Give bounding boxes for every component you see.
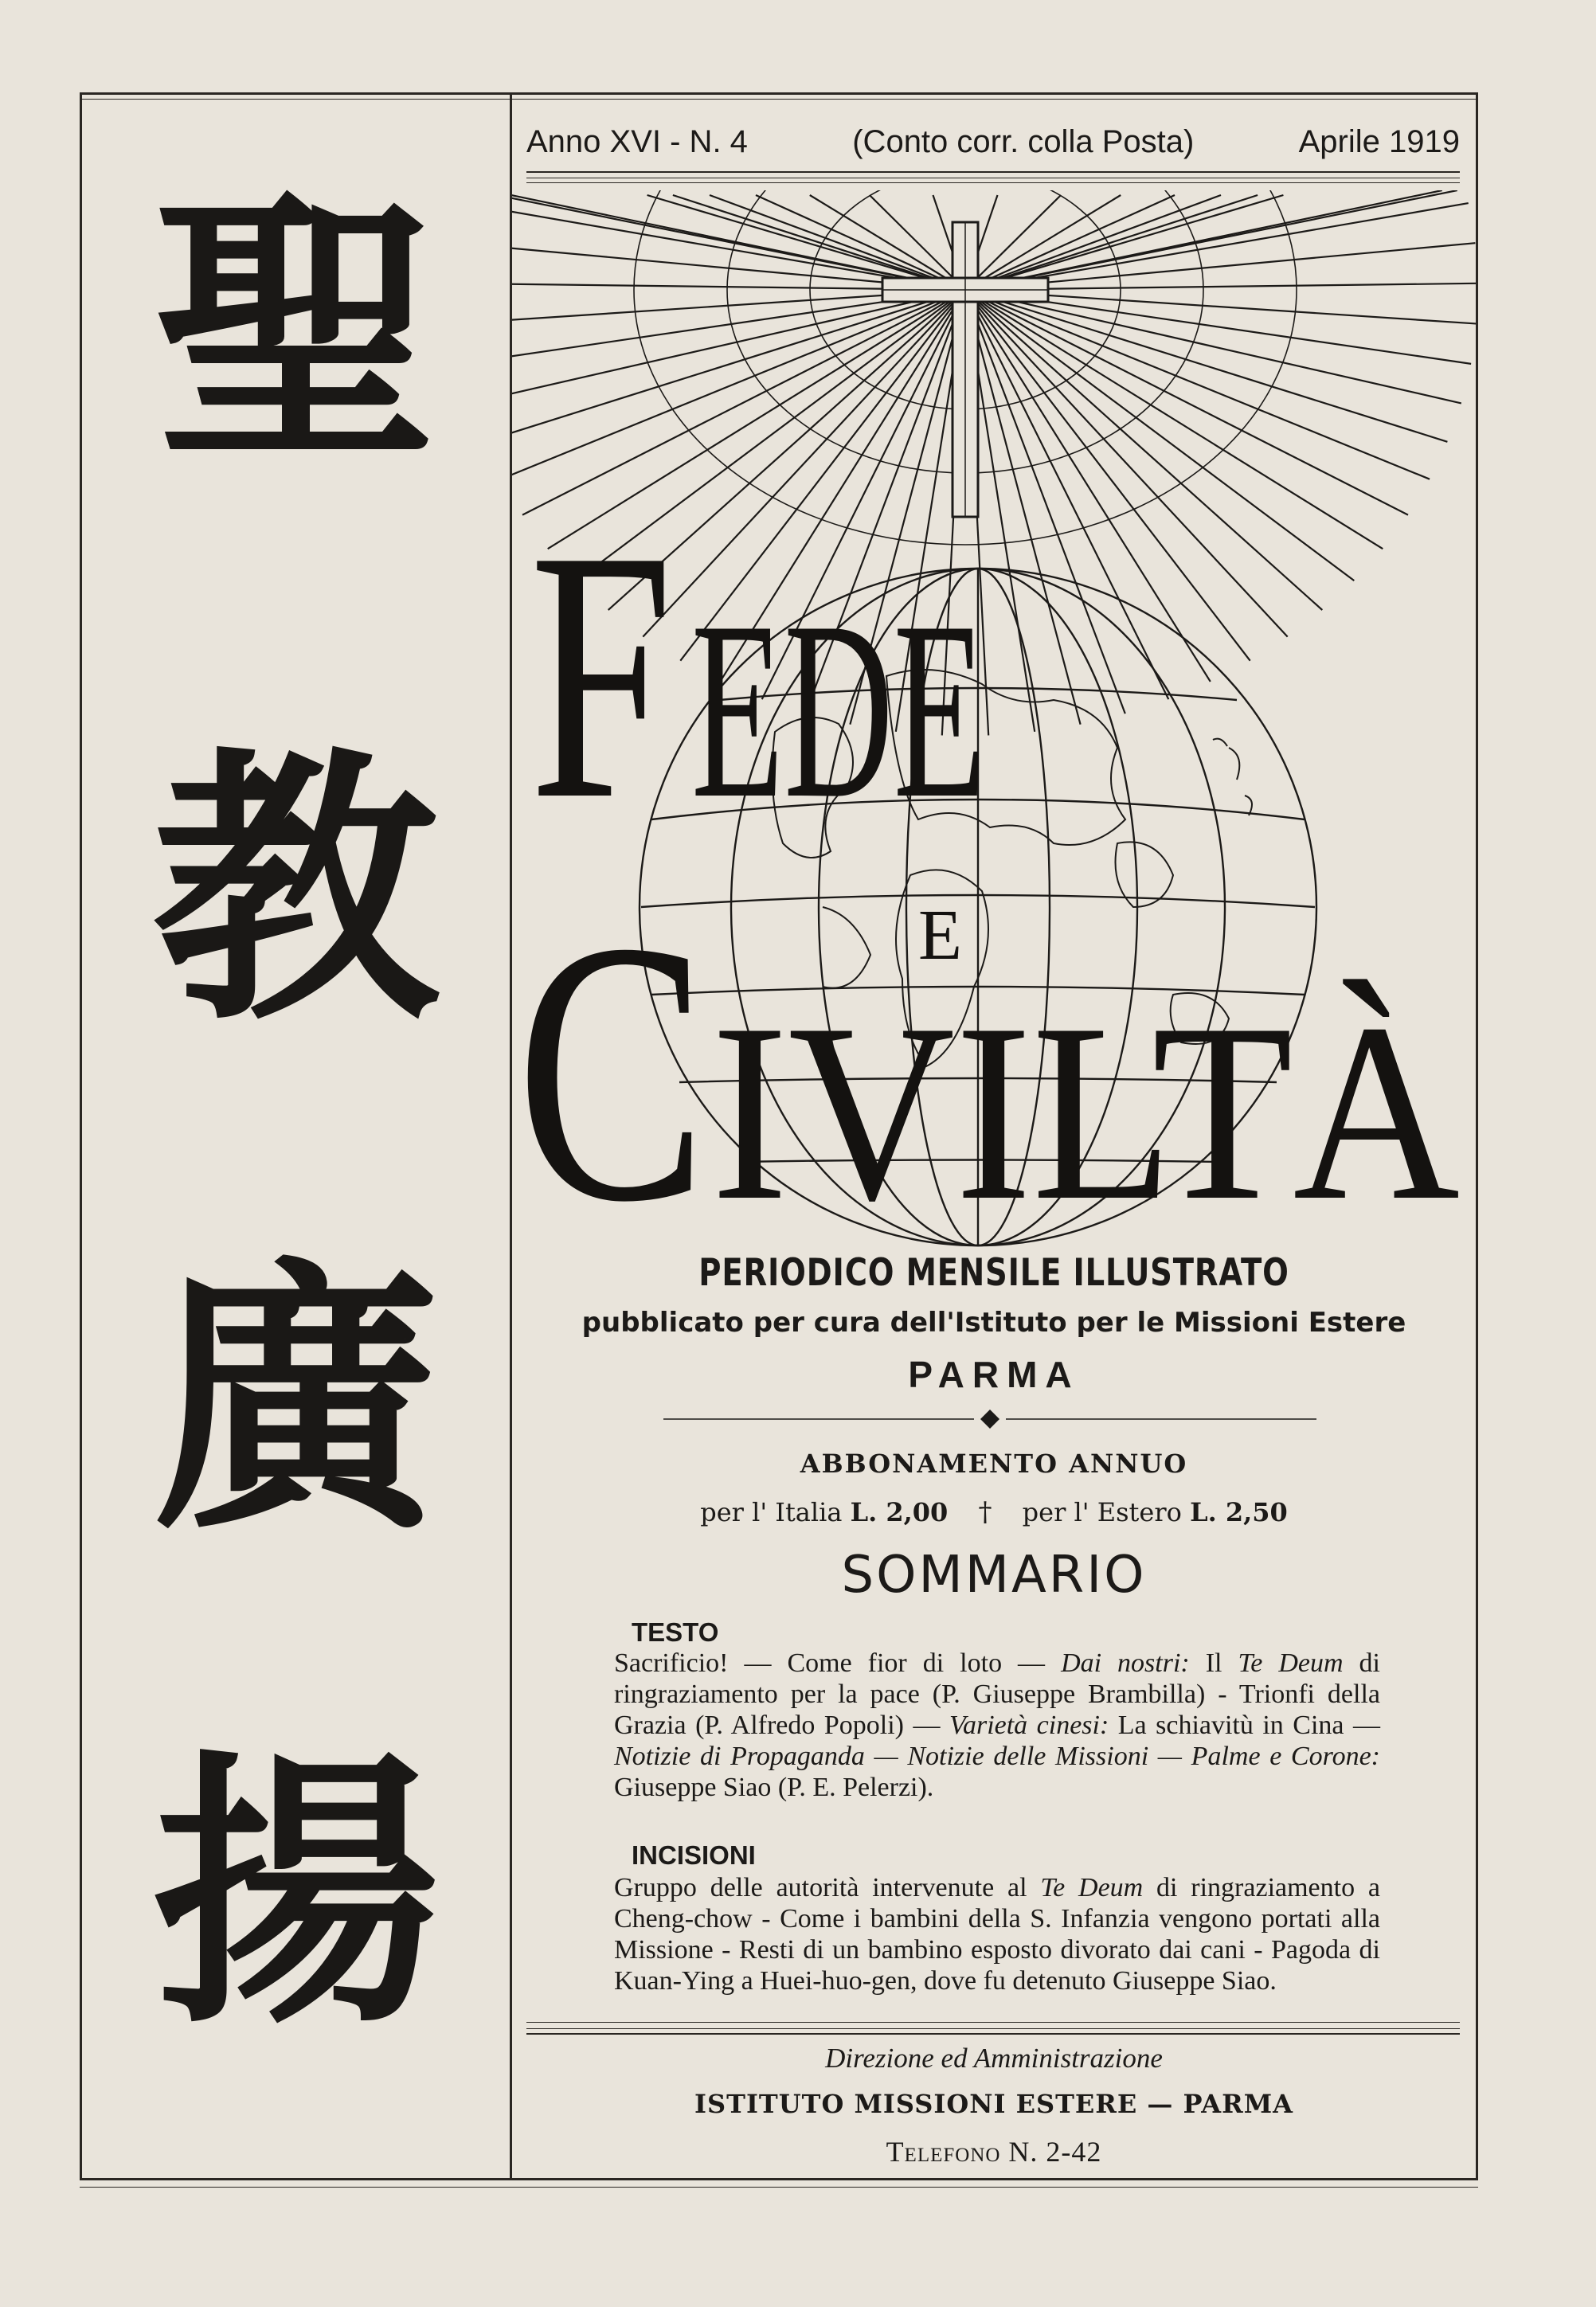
sun-ray [512,290,965,479]
masthead-fede-rest: EDE [691,569,986,851]
cross-icon [882,222,1048,517]
testo-run: di ringraziamento per la pace (P. Giuseppe Brambilla) - Trionfi della Grazia (P. Alfredo Popoli) — [614,1648,1380,1740]
sun-ray [965,290,1383,549]
incisioni-heading: INCISIONI [632,1840,756,1870]
masthead-letter-c: C [516,864,707,1279]
sun-ray [965,290,1408,515]
incisioni-run: Te Deum [1040,1873,1144,1902]
italy-label: per l' Italia [700,1497,843,1527]
issue-number: Anno XVI - N. 4 [526,123,748,159]
telephone-line: Telefono N. 2-42 [886,2136,1102,2168]
masthead-emblem [512,190,1476,1337]
side-char-1: 聖 [152,167,440,501]
header-rule [526,182,1460,183]
footer-rule [526,2022,1460,2023]
testo-run: Il [1189,1648,1238,1678]
side-char-4: 揚 [152,1728,440,2062]
masthead-letter-f: F [530,477,673,874]
testo-run: Dai nostri: [1061,1648,1190,1678]
institute-line: ISTITUTO MISSIONI ESTERE — PARMA [694,2089,1293,2119]
sun-ray [756,195,965,290]
sun-ray [965,290,1447,442]
testo-run: Notizie di Propaganda — Notizie delle Missioni — Palme e Corone: [614,1742,1380,1771]
frame-rule-bottom [80,2187,1478,2188]
subscription-title: ABBONAMENTO ANNUO [800,1449,1188,1479]
testo-run: Te Deum [1238,1648,1344,1678]
incisioni-text [614,1872,1380,1996]
sun-ray [965,290,1430,479]
publisher-line: pubblicato per cura dell'Istituto per le Missioni Estere [581,1307,1406,1339]
abroad-price: L. 2,50 [1190,1497,1288,1527]
masthead-civilta-rest: IVILTÀ [711,972,1460,1253]
testo-run: La schiavitù in Cina — [1109,1711,1380,1740]
testo-text [614,1648,1380,1803]
summary-title: SOMMARIO [841,1546,1147,1605]
sun-ray [965,290,1288,637]
italy-price: L. 2,00 [850,1497,949,1527]
header-rule [526,171,1460,173]
sun-ray [965,290,1322,610]
testo-run: Sacrificio! — Come fior di loto — [614,1648,1062,1678]
incisioni-run: di ringraziamento a Cheng-chow - Come i bambini della S. Infanzia vengono portati alla Missione - Resti di un bambino esposto divorato dai cani - Pagoda di Kuan-Ying a Huei-huo-gen, dove fu detenuto Giuseppe Siao. [614,1873,1380,1996]
testo-run: Varietà cinesi: [949,1711,1109,1740]
footer-rule [526,2028,1460,2029]
sun-ray [965,195,1221,290]
subscription-prices [512,1496,1476,1528]
testo-run: Giuseppe Siao (P. E. Pelerzi). [614,1773,934,1802]
direction-line: Direzione ed Amministrazione [825,2043,1163,2074]
sun-ray [965,290,1211,682]
sun-ray [965,290,1125,714]
small-cross-icon: † [978,1496,992,1528]
city-line: PARMA [908,1354,1080,1395]
periodical-subtitle: PERIODICO MENSILE ILLUSTRATO [698,1251,1289,1295]
side-title-column [82,159,510,2150]
abroad-label: per l' Estero [1022,1497,1182,1527]
postal-note: (Conto corr. colla Posta) [852,123,1195,159]
main-column [512,95,1476,2178]
sun-ray [965,190,1457,290]
sun-ray [710,195,965,290]
issue-header [526,114,1460,170]
issue-date: Aprile 1919 [1298,123,1460,159]
footer-rule [526,2033,1460,2035]
sun-ray [965,290,1168,699]
masthead-conj: E [918,896,962,975]
testo-heading: TESTO [632,1617,719,1647]
side-char-2: 教 [152,725,440,1058]
sun-ray [965,195,1175,290]
ornament-divider [663,1407,1316,1431]
incisioni-run: Gruppo delle autorità intervenute al [614,1873,1041,1902]
sun-ray [512,290,965,442]
side-char-3: 廣 [152,1234,440,1568]
